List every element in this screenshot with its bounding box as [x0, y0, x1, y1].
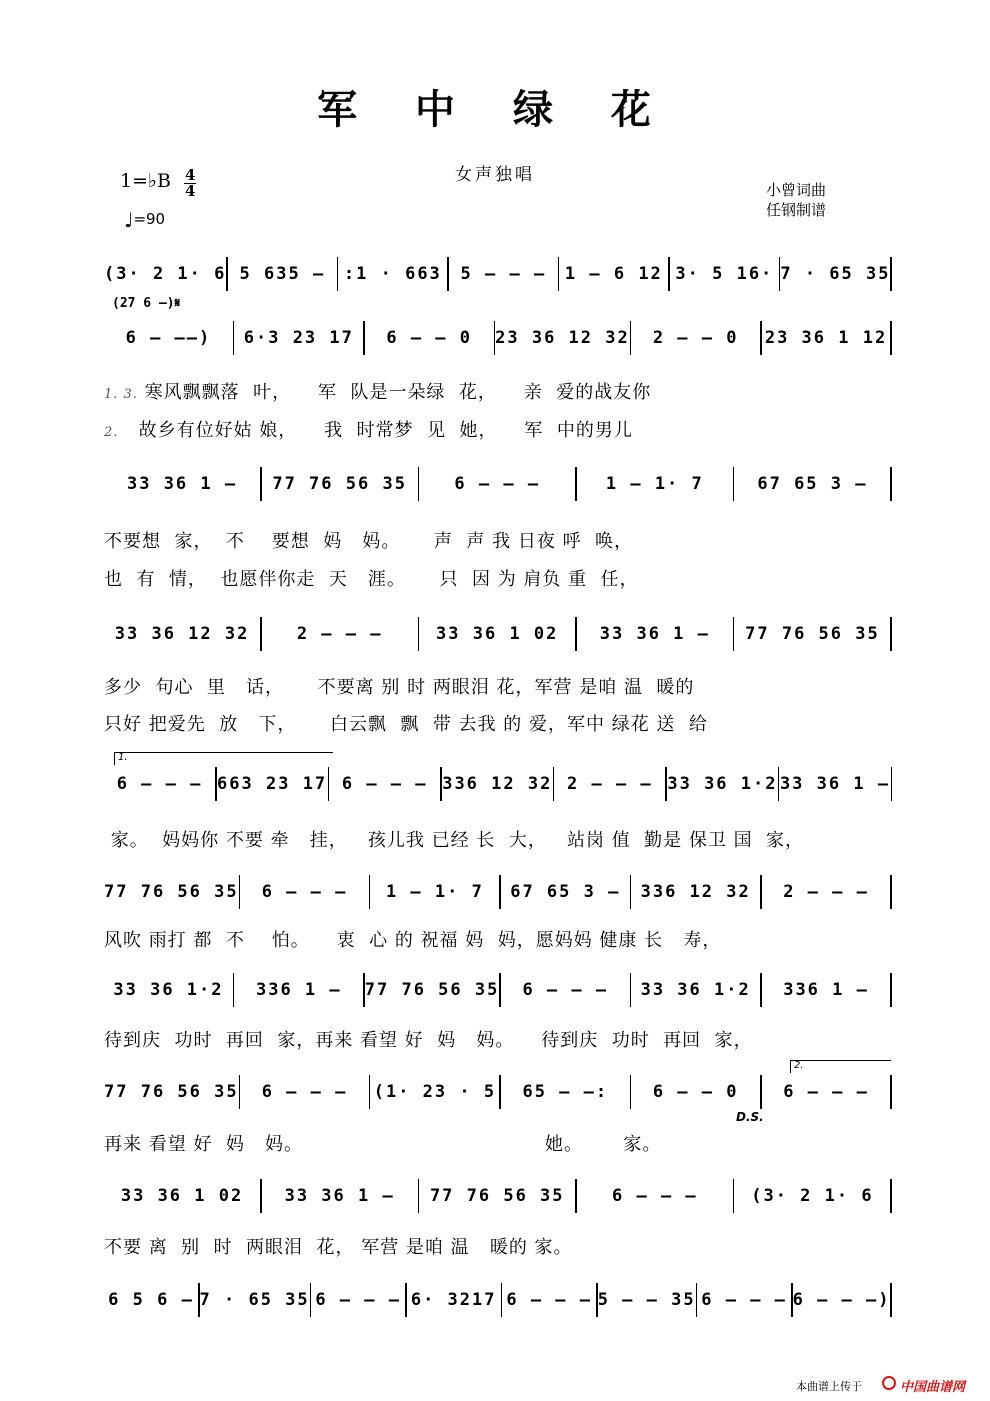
- measure: [559, 254, 668, 294]
- measure-notes: 33 36 1 –: [126, 474, 238, 494]
- measure-notes: 7 · 65 35: [199, 1290, 310, 1310]
- measure: [793, 1280, 891, 1320]
- measure-notes: 1 – 1· 7: [385, 882, 484, 902]
- measure: [240, 872, 369, 912]
- measure-notes: 33 36 1 02: [436, 624, 559, 644]
- measure: [577, 464, 733, 504]
- time-signature: [184, 168, 196, 199]
- notation-row: [104, 318, 892, 358]
- lyric-line: [104, 1233, 892, 1261]
- tempo-marking: [124, 208, 165, 232]
- measure-notes: 336 1 –: [783, 980, 869, 1000]
- measure-notes: :1 · 663: [343, 264, 442, 284]
- measure: [442, 764, 553, 804]
- measure-notes: 336 1 –: [255, 980, 342, 1000]
- notation-row: [104, 1280, 892, 1320]
- notation-row: [104, 1072, 892, 1112]
- measure-notes: 33 36 1·2: [667, 774, 778, 794]
- lyric-line: [104, 416, 892, 444]
- lyric-line: [104, 673, 892, 701]
- lyric-text: 不要 离 别 时 两眼泪 花， 军营 是咱 温 暖的 家。: [104, 1237, 573, 1258]
- measure-notes: 77 76 56 35: [364, 980, 500, 1000]
- measure: [670, 254, 779, 294]
- lyric-line: [104, 378, 892, 406]
- site-name[interactable]: 中国曲谱网: [900, 1380, 966, 1395]
- notation-row: [104, 1176, 892, 1216]
- measure: [734, 614, 890, 654]
- tempo-value: =90: [133, 210, 166, 228]
- measure: [762, 970, 891, 1010]
- measure: [104, 1072, 239, 1112]
- measure: [762, 872, 891, 912]
- measure-notes: 67 65 3 –: [510, 882, 621, 902]
- quarter-note-icon: ♩: [124, 208, 134, 232]
- measure-notes: 77 76 56 35: [104, 882, 239, 902]
- measure: [501, 1072, 630, 1112]
- measure: [419, 1176, 575, 1216]
- measure-notes: 1 – 6 12: [564, 264, 663, 284]
- lyric-text: 只好 把爱先 放 下， 白云飘 飘 带 去我 的 爱，军中 绿花 送 给: [104, 714, 708, 735]
- lyric-line: [104, 1130, 892, 1158]
- measure-notes: 6 – – –: [612, 1186, 698, 1206]
- time-signature-bottom: 4: [185, 182, 196, 200]
- measure: [502, 1280, 596, 1320]
- page-title: 军 中 绿 花: [317, 86, 673, 133]
- measure-notes: 2 – – 0: [652, 328, 739, 348]
- measure-notes: 6 – – –: [315, 1290, 401, 1310]
- measure-notes: 6 – – 0: [652, 1082, 739, 1102]
- measure-notes: 6· 3217: [410, 1290, 497, 1310]
- measure-notes: 5 635 –: [239, 264, 326, 284]
- measure: [407, 1280, 501, 1320]
- measure: [262, 464, 418, 504]
- measure-notes: 33 36 1 –: [779, 774, 891, 794]
- measure: [501, 970, 630, 1010]
- lyric-text: 家。 妈妈你 不要 牵 挂， 孩儿我 已经 长 大， 站岗 值 勤是 保卫 国 家，: [104, 830, 805, 851]
- measure: [631, 872, 760, 912]
- measure: [365, 318, 494, 358]
- verse-number: 1. 3.: [104, 387, 138, 402]
- bar-line: [890, 1179, 892, 1213]
- lyric-line: [104, 926, 892, 954]
- measure-notes: 6 – – –: [116, 774, 203, 794]
- measure: [419, 614, 575, 654]
- subtitle: 女声独唱: [455, 165, 535, 185]
- measure-notes: 33 36 1 –: [599, 624, 710, 644]
- notation-row: [104, 764, 892, 804]
- bar-line: [890, 1283, 892, 1317]
- measure: [234, 970, 363, 1010]
- lyric-line: [104, 710, 892, 738]
- measure-notes: 6 – – –: [506, 1290, 592, 1310]
- measure: [734, 464, 890, 504]
- measure: [338, 254, 447, 294]
- measure: [780, 254, 890, 294]
- measure-notes: 6 – – –: [701, 1290, 787, 1310]
- measure-notes: 1 – 1· 7: [605, 474, 704, 494]
- segno-line: (27 6 –)𝄋: [112, 296, 181, 311]
- measure: [577, 614, 733, 654]
- measure-notes: 5 – – 35: [597, 1290, 696, 1310]
- measure: [370, 872, 499, 912]
- lyric-line: [104, 1026, 892, 1054]
- measure: [104, 318, 233, 358]
- measure: [240, 1072, 369, 1112]
- measure: [631, 1072, 760, 1112]
- notation-row: [104, 970, 892, 1010]
- bar-line: [890, 467, 892, 501]
- measure-notes: 2 – – –: [783, 882, 869, 902]
- measure-notes: 6·3 23 17: [243, 328, 354, 348]
- measure: [217, 764, 328, 804]
- measure-notes: 7 · 65 35: [780, 264, 891, 284]
- measure-notes: (3· 2 1· 6: [104, 264, 227, 284]
- site-logo-icon: [882, 1376, 896, 1390]
- measure-notes: 33 36 12 32: [114, 624, 250, 644]
- credit-lyrics-music: 小曾词曲: [766, 181, 827, 199]
- notation-row: [104, 464, 892, 504]
- measure-notes: 6 – – 0: [386, 328, 473, 348]
- bar-line: [890, 321, 892, 355]
- measure: [104, 1176, 260, 1216]
- measure: [734, 1176, 890, 1216]
- measure-notes: (3· 2 1· 6: [751, 1186, 874, 1206]
- bar-line: [890, 875, 892, 909]
- volta-bracket-2: [790, 1060, 891, 1073]
- notation-row: [104, 254, 892, 294]
- measure-notes: 77 76 56 35: [272, 474, 407, 494]
- measure: [234, 318, 363, 358]
- measure: [554, 764, 665, 804]
- measure-notes: 663 23 17: [217, 774, 328, 794]
- measure-notes: 6 – – –: [261, 1082, 348, 1102]
- measure-notes: 2 – – –: [567, 774, 653, 794]
- notation-row: [104, 872, 892, 912]
- time-signature-top: 4: [185, 166, 196, 184]
- measure: [501, 872, 630, 912]
- measure-notes: 6 – – –: [261, 882, 348, 902]
- key-signature: 1=♭B: [120, 170, 171, 192]
- credit-transcriber: 任钢制谱: [766, 201, 827, 219]
- measure: [779, 764, 890, 804]
- measure: [329, 764, 440, 804]
- lyric-text: 待到庆 功时 再回 家，再来 看望 好 妈 妈。 待到庆 功时 再回 家，: [104, 1030, 753, 1051]
- credits: [766, 180, 826, 220]
- measure: [228, 254, 337, 294]
- measure: [262, 614, 418, 654]
- measure: [577, 1176, 733, 1216]
- measure-notes: 33 36 1 –: [284, 1186, 395, 1206]
- lyric-text: 风吹 雨打 都 不 怕。 衷 心 的 祝福 妈 妈，愿妈妈 健康 长 寿，: [104, 930, 722, 951]
- measure: [104, 614, 260, 654]
- lyric-text: 故乡有位好姑 娘， 我 时常梦 见 她， 军 中的男儿: [118, 420, 633, 441]
- lyric-text: 也 有 情， 也愿伴你走 天 涯。 只 因 为 肩负 重 任，: [104, 569, 639, 590]
- measure-notes: 67 65 3 –: [757, 474, 868, 494]
- volta-bracket-1: [114, 752, 333, 765]
- measure: [419, 464, 575, 504]
- measure-notes: 6 – – –: [522, 980, 609, 1000]
- measure-notes: 77 76 56 35: [429, 1186, 565, 1206]
- measure: [311, 1280, 405, 1320]
- lyric-text: 不要想 家， 不 要想 妈 妈。 声 声 我 日夜 呼 唤，: [104, 531, 634, 552]
- measure: [667, 764, 778, 804]
- measure-notes: 23 36 12 32: [495, 328, 630, 348]
- bar-line: [890, 973, 892, 1007]
- measure: [762, 1072, 891, 1112]
- measure-notes: 6 – – –: [454, 474, 541, 494]
- measure: [104, 970, 233, 1010]
- measure-notes: 6 5 6 –: [108, 1290, 194, 1310]
- measure: [104, 254, 226, 294]
- bar-line: [891, 767, 893, 801]
- measure: [762, 318, 891, 358]
- measure-notes: 23 36 1 12: [764, 328, 888, 348]
- volta-number-1: 1.: [118, 752, 128, 763]
- lyric-line: [104, 565, 892, 593]
- measure-notes: 77 76 56 35: [104, 1082, 239, 1102]
- measure: [598, 1280, 696, 1320]
- measure-notes: 5 – – –: [460, 264, 547, 284]
- verse-number: 2.: [104, 425, 119, 440]
- lyric-line: [104, 826, 892, 854]
- bar-line: [890, 257, 892, 291]
- upload-note: 本曲谱上传于: [796, 1380, 862, 1393]
- measure-notes: 336 12 32: [640, 882, 751, 902]
- measure-notes: 3· 5 16·: [675, 264, 774, 284]
- measure: [631, 318, 760, 358]
- measure: [370, 1072, 499, 1112]
- lyric-text: 多少 句心 里 话， 不要离 别 时 两眼泪 花，军营 是咱 温 暖的: [104, 677, 695, 698]
- volta-number-2: 2.: [794, 1060, 804, 1071]
- measure-notes: 6 – – –: [783, 1082, 869, 1102]
- lyric-text: 再来 看望 好 妈 妈。 她。 家。: [104, 1134, 662, 1155]
- ds-marking: D.S.: [736, 1110, 764, 1124]
- bar-line: [890, 1075, 892, 1109]
- measure-notes: 336 12 32: [442, 774, 553, 794]
- measure: [104, 764, 215, 804]
- measure-notes: 6 – – –: [341, 774, 428, 794]
- lyric-line: [104, 527, 892, 555]
- measure: [104, 872, 239, 912]
- measure-notes: 33 36 1 02: [120, 1186, 244, 1206]
- measure-notes: 65 – –:: [522, 1082, 609, 1102]
- measure-notes: 2 – – –: [296, 624, 383, 644]
- measure-notes: 6 – ––): [125, 328, 212, 348]
- measure-notes: 6 – – –): [792, 1290, 891, 1310]
- measure: [262, 1176, 418, 1216]
- measure: [365, 970, 500, 1010]
- measure: [104, 464, 260, 504]
- lyric-text: 寒风飘飘落 叶， 军 队是一朵绿 花， 亲 爱的战友你: [137, 382, 652, 403]
- measure: [449, 254, 558, 294]
- notation-row: [104, 614, 892, 654]
- measure-notes: 33 36 1·2: [113, 980, 224, 1000]
- measure: [697, 1280, 791, 1320]
- measure-notes: (1· 23 · 5: [373, 1082, 497, 1102]
- measure-notes: 77 76 56 35: [745, 624, 880, 644]
- measure-notes: 33 36 1·2: [640, 980, 751, 1000]
- measure: [495, 318, 630, 358]
- bar-line: [890, 617, 892, 651]
- measure: [104, 1280, 198, 1320]
- measure: [200, 1280, 310, 1320]
- measure: [631, 970, 760, 1010]
